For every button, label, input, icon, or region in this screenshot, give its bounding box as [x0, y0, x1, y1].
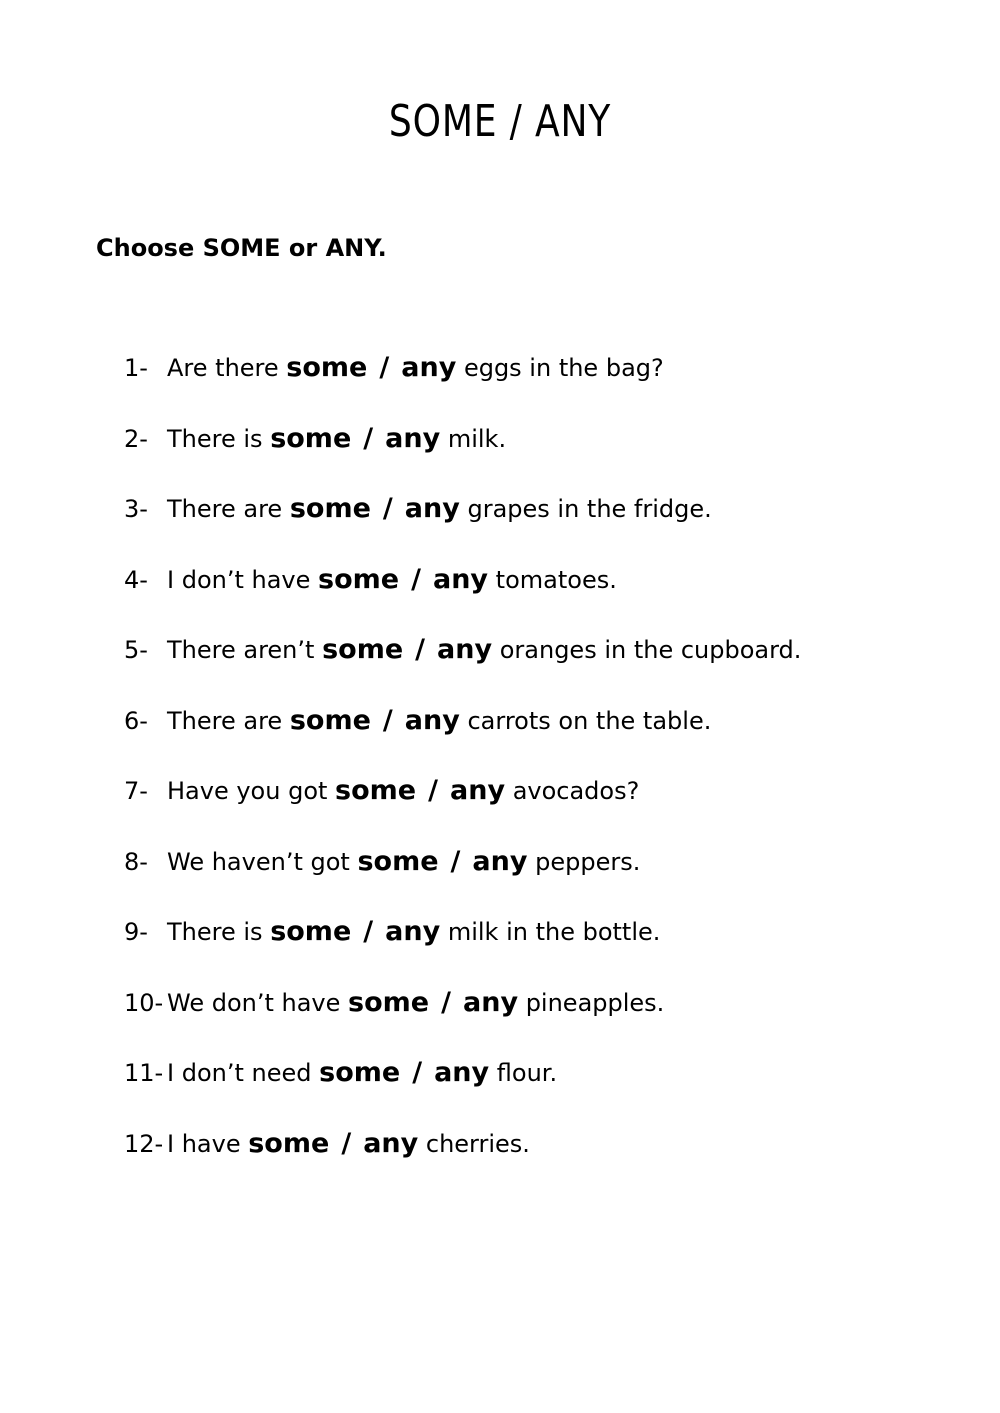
item-number: 2-	[124, 424, 148, 453]
item-number: 9-	[124, 918, 148, 946]
exercise-item	[124, 1122, 801, 1193]
instructions: Choose SOME or ANY.	[96, 234, 387, 262]
option-separator: /	[415, 634, 426, 665]
option-any[interactable]: any	[450, 775, 506, 806]
item-number: 5-	[124, 636, 148, 664]
sentence-end: milk.	[447, 424, 507, 453]
option-some[interactable]: some	[357, 845, 439, 877]
sentence-start: There is	[167, 918, 263, 946]
sentence-end: peppers.	[535, 847, 641, 876]
item-number: 7-	[124, 777, 148, 805]
option-separator: /	[450, 845, 461, 877]
item-number: 6-	[124, 706, 148, 735]
item-number: 11-	[124, 1059, 164, 1087]
option-separator: /	[363, 916, 374, 947]
sentence-start: There are	[167, 706, 283, 735]
exercise-item	[124, 417, 801, 488]
option-any[interactable]: any	[472, 845, 528, 877]
option-any[interactable]: any	[401, 352, 457, 383]
option-any[interactable]: any	[404, 493, 460, 524]
item-number: 1-	[124, 354, 148, 382]
option-some[interactable]: some	[289, 493, 371, 524]
exercise-item	[124, 558, 801, 629]
sentence-start: There are	[167, 495, 283, 523]
sentence-start: Have you got	[167, 777, 328, 805]
sentence-start: There aren’t	[167, 636, 315, 664]
sentence-end: flour.	[496, 1059, 558, 1087]
sentence-end: tomatoes.	[495, 565, 617, 594]
item-number: 8-	[124, 847, 148, 876]
sentence-end: avocados?	[512, 777, 640, 805]
sentence-start: There is	[167, 424, 263, 453]
option-some[interactable]: some	[322, 634, 404, 665]
option-any[interactable]: any	[404, 704, 460, 736]
sentence-end: carrots on the table.	[467, 706, 712, 735]
exercise-item	[124, 910, 801, 981]
option-any[interactable]: any	[432, 563, 489, 595]
sentence-start: I don’t need	[167, 1059, 312, 1087]
option-separator: /	[379, 352, 390, 383]
option-separator: /	[411, 563, 421, 595]
option-some[interactable]: some	[270, 916, 352, 947]
sentence-end: pineapples.	[525, 988, 665, 1017]
option-separator: /	[341, 1127, 352, 1159]
option-separator: /	[382, 704, 393, 736]
exercise-item	[124, 840, 801, 911]
sentence-start: Are there	[167, 354, 279, 382]
exercise-item	[124, 628, 801, 699]
item-number: 4-	[124, 565, 148, 594]
option-any[interactable]: any	[385, 422, 441, 454]
sentence-end: milk in the bottle.	[447, 918, 661, 946]
option-separator: /	[428, 775, 438, 806]
exercise-list	[124, 346, 801, 1192]
option-separator: /	[441, 986, 451, 1018]
worksheet-title: SOME / ANY	[388, 96, 612, 147]
sentence-end: eggs in the bag?	[463, 354, 664, 382]
exercise-item	[124, 769, 801, 840]
option-some[interactable]: some	[335, 775, 417, 806]
sentence-start: I don’t have	[167, 565, 311, 594]
exercise-item	[124, 699, 801, 770]
exercise-item	[124, 981, 801, 1052]
option-some[interactable]: some	[286, 352, 368, 383]
sentence-end: oranges in the cupboard.	[499, 636, 802, 664]
item-number: 10-	[124, 988, 164, 1017]
option-any[interactable]: any	[363, 1127, 419, 1159]
exercise-item	[124, 346, 801, 417]
option-any[interactable]: any	[434, 1057, 490, 1088]
sentence-start: We haven’t got	[167, 847, 350, 876]
option-some[interactable]: some	[318, 563, 400, 595]
exercise-item	[124, 1051, 801, 1122]
option-any[interactable]: any	[385, 916, 441, 947]
option-some[interactable]: some	[348, 986, 430, 1018]
exercise-item	[124, 487, 801, 558]
item-number: 12-	[124, 1129, 164, 1158]
option-some[interactable]: some	[248, 1127, 330, 1159]
option-separator: /	[363, 422, 374, 454]
option-some[interactable]: some	[270, 422, 352, 454]
option-separator: /	[412, 1057, 423, 1088]
option-any[interactable]: any	[463, 986, 519, 1018]
option-any[interactable]: any	[437, 634, 493, 665]
sentence-end: grapes in the fridge.	[467, 495, 712, 523]
sentence-start: We don’t have	[167, 988, 341, 1017]
option-some[interactable]: some	[319, 1057, 401, 1088]
item-number: 3-	[124, 495, 148, 523]
sentence-end: cherries.	[425, 1129, 530, 1158]
option-some[interactable]: some	[289, 704, 371, 736]
option-separator: /	[382, 493, 393, 524]
sentence-start: I have	[167, 1129, 241, 1158]
